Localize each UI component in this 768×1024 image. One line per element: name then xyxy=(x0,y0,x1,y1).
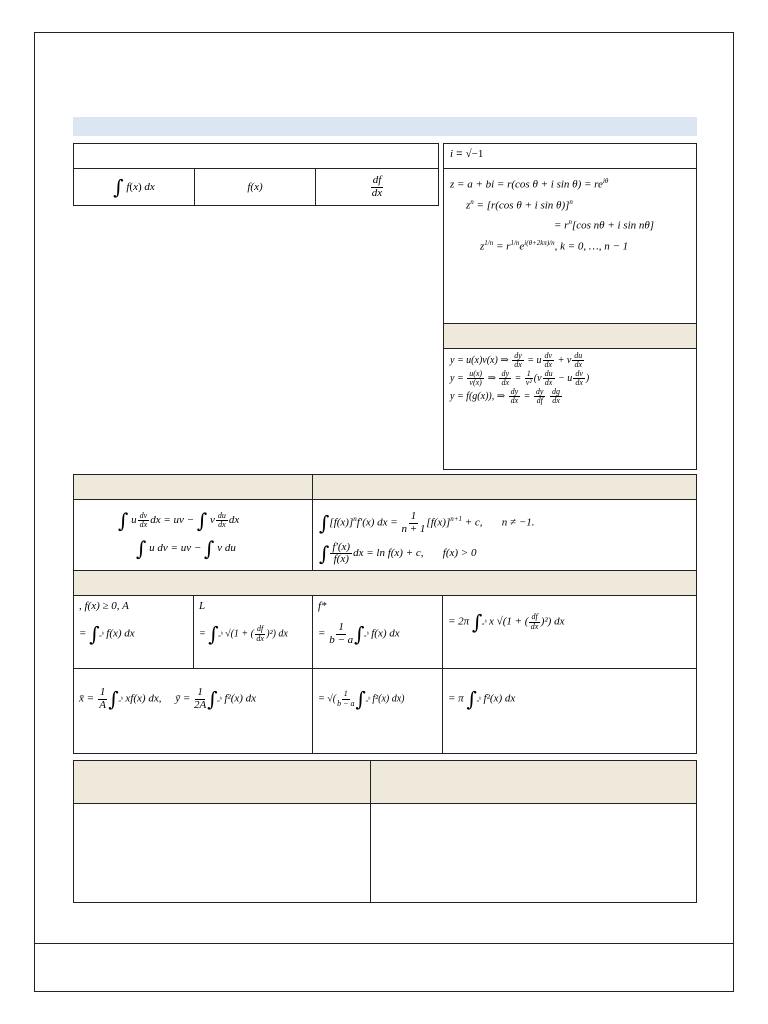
complex-header: i = √−1 xyxy=(443,143,697,169)
parts-eq2: ∫ u dv = uv − ∫ v du xyxy=(136,536,236,561)
int-cell-0: ∫ f ( x ) dx xyxy=(73,168,195,206)
arc-cell: L = ∫ₐᵇ √(1 + ( $\frac{df}{dx}$ )²) dx xyxy=(193,595,313,669)
df-cell-0: $\frac{df}{dx}$ xyxy=(315,168,439,206)
euler-eq: $z^{1/n} = r^{1/n}e^{i(\theta+2k\pi)/n}$, k = 0, …, n − 1 xyxy=(480,238,629,253)
volume-cell xyxy=(442,668,697,754)
demoivre-eq1: $z^n = [r(\cos$ θ + i sin θ)]$^n$ xyxy=(466,197,573,212)
demoivre-eq2: = $r^n[\cos$ nθ + i sin nθ] xyxy=(554,218,655,232)
quotient-rule-eq: y = $\frac{u(x)}{v(x)}$ ⇒ $\frac{dy}{dx}$ = $\frac{1}{\text{v²}}$ (v $\frac{du}{dx}$ − u $\frac{dv}{dx}$ ) xyxy=(450,368,590,388)
intformulas-header xyxy=(312,474,697,500)
chain-rule-eq: y = f(g(x)), ⇒ $\frac{dy}{dx}$ = $\frac{dy}{df}$ $\frac{dg}{dx}$ xyxy=(450,386,560,405)
mean-cell: f* = $\frac{1}{b - a}$ ∫ₐᵇ f(x) dx xyxy=(312,595,443,669)
diffrules-body xyxy=(443,348,697,470)
centroid-cell xyxy=(73,668,313,754)
diffrules-header xyxy=(443,323,697,349)
rms-cell xyxy=(312,668,443,754)
complex-polar: z = a + bi = r(cos θ + i $\sin \theta) = re^{i\theta}$ xyxy=(450,177,609,191)
area-eq: = ∫ₐᵇ f(x) dx xyxy=(79,622,135,646)
product-rule-eq: y = u(x)v(x) ⇒ $\frac{dy}{dx}$ = u $\frac{dv}{dx}$ + v $\frac{du}{dx}$ xyxy=(450,351,583,370)
intdiff-header xyxy=(73,143,439,169)
intformula-power: $\int[f(x)]^nf'(x)$ dx = $\frac{1}{n + 1}$ $[f(x)]^{n+1} + c$, n ≠ −1. xyxy=(319,510,535,536)
arc-eq: = ∫ₐᵇ √(1 + ( $\frac{df}{dx}$ )²) dx xyxy=(199,622,288,646)
surface-cell xyxy=(442,595,697,669)
intformula-log: ∫ $\frac{f'(x)}{f(x)}$ dx = ln f(x) + c, f(x) > 0 xyxy=(319,540,477,566)
rms-eq: = √( $\frac{1}{b - a}$ ∫ₐᵇ f²(x) dx) xyxy=(318,687,405,711)
footer-rule xyxy=(35,943,733,944)
parts-body xyxy=(73,499,313,571)
f-cell-0: f(x) xyxy=(194,168,316,206)
area-cell: , f(x) ≥ 0, A = ∫ₐᵇ f(x) dx xyxy=(73,595,194,669)
mean-eq: = $\frac{1}{b - a}$ ∫ₐᵇ f(x) dx xyxy=(318,621,400,647)
surface-eq: = 2π ∫ₐᵇ x √(1 + ( $\frac{df}{dx}$ )²) dx xyxy=(448,610,565,634)
parts-eq1: ∫ u $\frac{dv}{dx}$ dx = uv − ∫ v $\frac{du}{dx}$ dx xyxy=(118,508,240,533)
parts-header xyxy=(73,474,313,500)
complex-body xyxy=(443,168,697,324)
volume-eq: = π ∫ₐᵇ f²(x) dx xyxy=(448,687,516,711)
vectors-body xyxy=(370,803,697,903)
odes-header xyxy=(73,760,371,804)
section-heading xyxy=(73,117,697,136)
applications-header xyxy=(73,570,697,596)
centroid-eq: x̄ = $\frac{1}{A}$ ∫ₐᵇ xf(x) dx, ȳ = $\frac{1}{2A}$ ∫ₐᵇ f²(x) dx xyxy=(79,686,257,712)
vectors-header xyxy=(370,760,697,804)
odes-body xyxy=(73,803,371,903)
formula-sheet-page xyxy=(34,32,734,992)
intformulas-body xyxy=(312,499,697,571)
